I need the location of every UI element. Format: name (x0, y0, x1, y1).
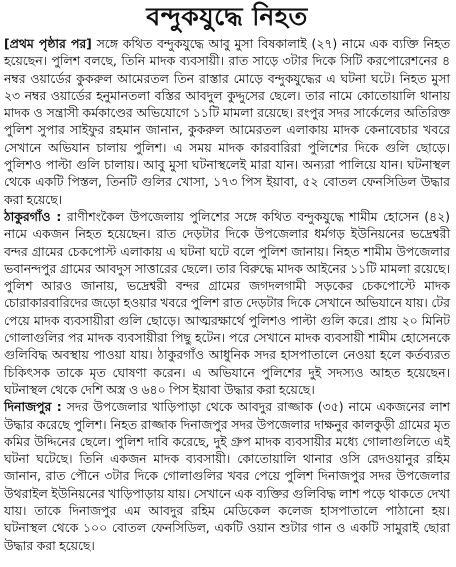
dateline-thakurgaon: ঠাকুরগাঁও : (4, 208, 62, 224)
paragraph-body: রাণীশংকৈল উপজেলায় পুলিশের সঙ্গে কথিত বন্দুকযুদ্ধে শামীম হোসেন (৪২) নামে একজন নিহত হয়েছেন। রাত দেড়টার দিকে উপজেলার ধর্মগড় ইউনিয়নের ভদ্রেশ্বরী বন্দর গ্রামের চেকপোস্ট এলাকায় এ ঘটনা ঘটে বলে পুলিশ জানায়। নিহত শামীম উপজেলার ভবানন্দপুর গ্রামের আবদুস সাত্তারের ছেলে। তার বিরুদ্ধে মাদক আইনের ১১টি মামলা রয়েছে। পুলিশ আরও জানায়, ভদ্রেশ্বরী বন্দর গ্রামের জগদলগামী সড়কের চেকপোস্টে মাদক চোরাকারবারিদের জড়ো হওয়ার খবরে পুলিশ রাত দেড়টার দিকে সেখানে অভিযানে যায়। টের পেয়ে মাদক ব্যবসায়ীরা গুলি ছোড়ে। আত্মরক্ষার্থে পুলিশও পাল্টা গুলি করে। প্রায় ২০ মিনিট গোলাগুলির পর মাদক ব্যবসায়ীরা পিছু হটেন। পরে সেখানে মাদক ব্যবসায়ী শামীম হোসেনকে গুলিবিদ্ধ অবস্থায় পাওয়া যায়। ঠাকুরগাঁও আধুনিক সদর হাসপাতালে নেওয়া হলে কর্তব্যরত চিকিৎসক তাকে মৃত ঘোষণা করেন। এ অভিযানে পুলিশের দুই সদস্যও আহত হয়েছেন। ঘটনাস্থল থেকে দেশি অস্ত্র ও ৬৪০ পিস ইয়াবা উদ্ধার করা হয়েছে। (4, 208, 450, 397)
paragraph-body: সদর উপজেলার খাড়িপাড়া থেকে আবদুর রাজ্জাক (৩৫) নামে একজনের লাশ উদ্ধার করেছে পুলিশ। নিহত রাজ্জাক দিনাজপুর সদর উপজেলার দাক্ষনুর কালকুড়ী গ্রামের মৃত কমির উদ্দিনের ছেলে। পুলিশ দাবি করেছে, দুই গ্রুপ মাদক ব্যবসায়ীর মধ্যে গোলাগুলিতে এই ঘটনা ঘটেছে। তিনি একজন মাদক ব্যবসায়ী। কোতোয়ালি থানার ওসি রেদওয়ানুর রহিম জানান, রাত পৌনে ৩টার দিকে গোলাগুলির খবর পেয়ে পুলিশ দিনাজপুর সদর উপজেলার উথরাইল ইউনিয়নের খাড়িপাড়ায় যায়। সেখানে এক ব্যক্তির গুলিবিদ্ধ লাশ পড়ে থাকতে দেখা যায়। তাকে দিনাজপুর এম আবদুর রহিম মেডিকেল কলেজ হাসপাতালে পাঠানো হয়। ঘটনাস্থল থেকে ১০০ বোতল ফেনসিডিল, একটি ওয়ান শুটার গান ও একটি সামুরাই ছোরা উদ্ধার করা হয়েছে। (4, 399, 450, 553)
dateline-dinajpur: দিনাজপুর : (4, 399, 62, 415)
article-paragraph-dinajpur (4, 398, 450, 554)
paragraph-body: সঙ্গে কথিত বন্দুকযুদ্ধে আবু মুসা বিষকালাই (২৭) নামে এক ব্যক্তি নিহত হয়েছেন। পুলিশ বলছে, তিনি মাদক ব্যবসায়ী। রাত সাড়ে ৩টার দিকে সিটি করপোরেশনের ৪ নম্বর ওয়ার্ডের কুকরুল আমেরতল তিন রাস্তার মোড়ে বন্দুকযুদ্ধের এ ঘটনা ঘটে। নিহত মুসা ২৩ নম্বর ওয়ার্ডের হনুমানতলা বস্তির আবদুল কুদ্দুসের ছেলে। তার নামে কোতোয়ালি থানায় মাদক ও সন্ত্রাসী কর্মকাণ্ডের অভিযোগে ১১টি মামলা রয়েছে। রংপুর সদর সার্কেলের অতিরিক্ত পুলিশ সুপার সাইফুর রহমান জানান, কুকরুল আমেরতল এলাকায় মাদক কেনাবেচার খবরে সেখানে অভিযান চালায় পুলিশ। এ সময় মাদক কারবারিরা পুলিশের দিকে গুলি ছোড়ে। পুলিশও পাল্টা গুলি চালায়। আবু মুসা ঘটনাস্থলেই মারা যান। অন্যরা পালিয়ে যান। ঘটনাস্থল থেকে একটি পিস্তল, তিনটি গুলির খোসা, ১৭৩ পিস ইয়াবা, ৫২ বোতল ফেনসিডিল উদ্ধার করা হয়েছে। (4, 36, 450, 207)
article-paragraph-thakurgaon (4, 208, 450, 398)
continuation-marker: [প্রথম পৃষ্ঠার পর] (4, 36, 92, 51)
article-paragraph-rangpur (4, 35, 450, 208)
article-headline: বন্দুকযুদ্ধে নিহত (146, 2, 308, 31)
